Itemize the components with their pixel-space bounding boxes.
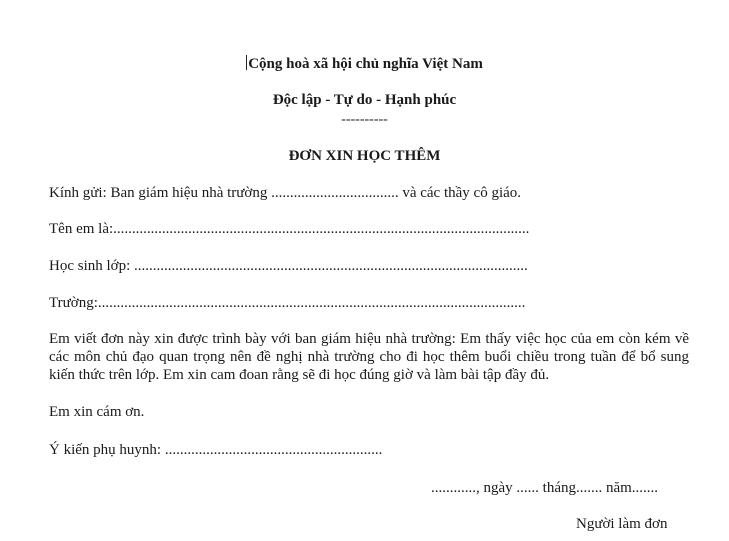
student-class-field: Học sinh lớp: ......................................................................................................... xyxy=(49,258,528,274)
signer-label: Người làm đơn xyxy=(576,516,668,532)
body-paragraph: Em viết đơn này xin được trình bày với ban giám hiệu nhà trường: Em thấy việc học của em còn kém về các môn chủ đạo quan trọng nên đề nghị nhà trường cho đi học thêm buổi chiều trong tuần để bổ sung kiến thức trên lớp. Em xin cam đoan rằng sẽ đi học đúng giờ và làm bài tập đầy đủ. xyxy=(49,331,689,383)
document-title: ĐƠN XIN HỌC THÊM xyxy=(288,148,441,164)
parent-opinion-field: Ý kiến phụ huynh: .......................................................... xyxy=(49,442,383,458)
school-field: Trường:.................................................................................................................. xyxy=(49,295,526,311)
header-separator: ---------- xyxy=(341,112,388,127)
thanks-line: Em xin cám ơn. xyxy=(49,404,145,420)
date-line: ............, ngày ...... tháng....... năm....... xyxy=(431,480,659,496)
recipient-line: Kính gửi: Ban giám hiệu nhà trường .................................. và các thầy cô giáo. xyxy=(49,185,522,201)
country-heading xyxy=(0,55,729,73)
country-heading-text: Cộng hoà xã hội chủ nghĩa Việt Nam xyxy=(248,56,483,72)
student-name-field: Tên em là:............................................................................................................... xyxy=(49,221,530,237)
motto-heading: Độc lập - Tự do - Hạnh phúc xyxy=(272,92,457,108)
